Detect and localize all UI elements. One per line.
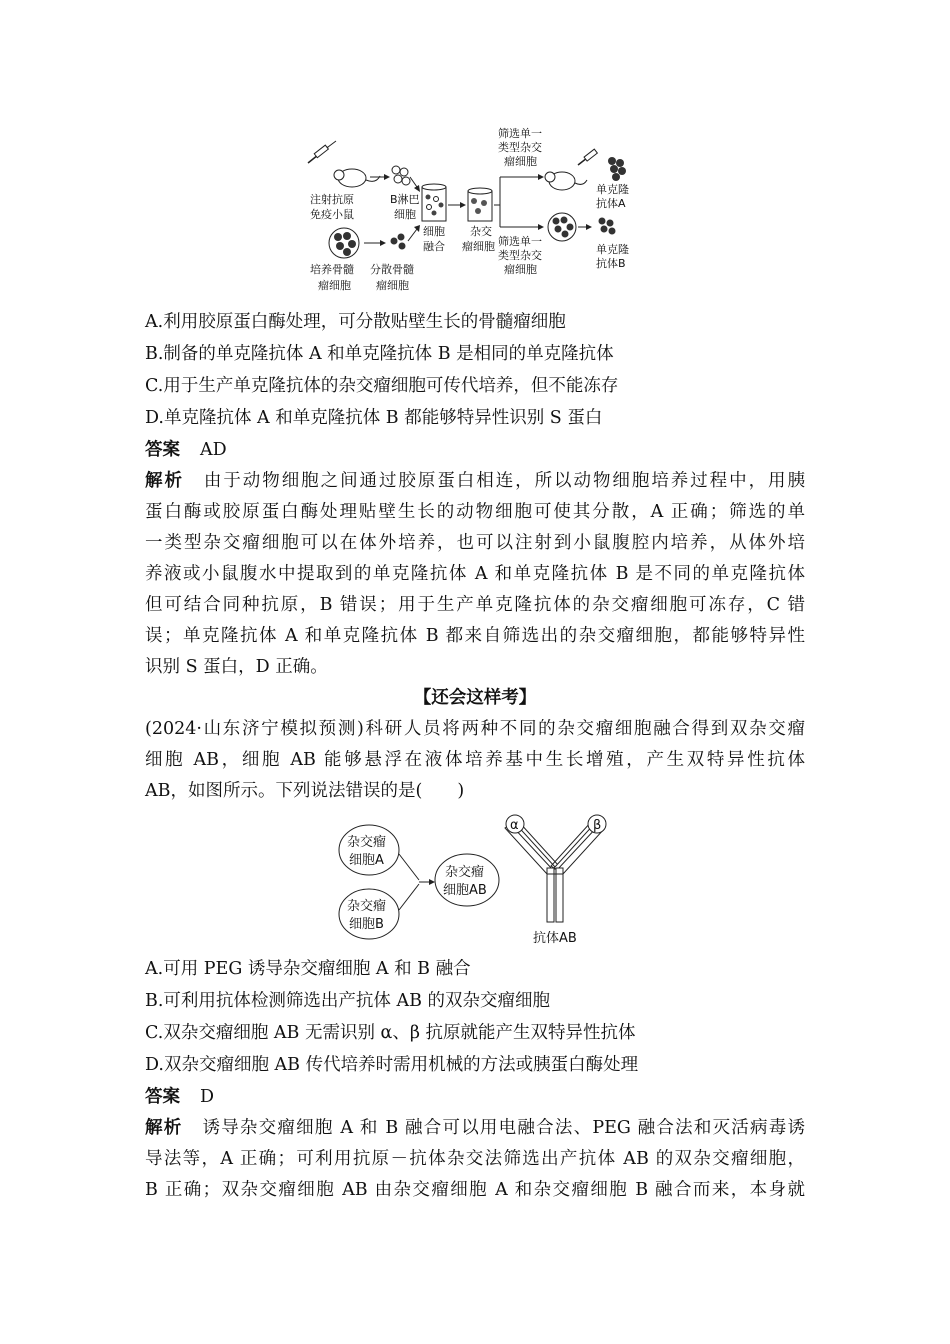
antibody-ab-label: 抗体AB [533, 931, 577, 946]
screen-top-3: 瘤细胞 [504, 155, 537, 168]
mouse-icon [334, 169, 380, 187]
q1-answer-label: 答案 [145, 440, 180, 460]
q1-analysis-line-1: 解析 由于动物细胞之间通过胶原蛋白相连，所以动物细胞培养过程中，用胰 [145, 471, 805, 491]
antibody-a-cluster-icon [608, 157, 626, 181]
q1-option-c: C.用于生产单克隆抗体的杂交瘤细胞可传代培养，但不能冻存 [145, 376, 619, 396]
q2-option-c: C.双杂交瘤细胞 AB 无需识别 α、β 抗原就能产生双特异性抗体 [145, 1023, 636, 1043]
b-label-2: 细胞 [394, 208, 416, 221]
mab-a-1: 单克隆 [596, 183, 629, 196]
culture-label-2: 瘤细胞 [318, 279, 351, 292]
cell-ab-label-1: 杂交瘤 [445, 865, 485, 880]
q2-analysis-line-2: 导法等，A 正确；可利用抗原－抗体杂交法筛选出产抗体 AB 的双杂交瘤细胞， [145, 1149, 805, 1169]
q1-analysis-line-5: 但可结合同种抗原，B 错误；用于生产单克隆抗体的杂交瘤细胞可冻存，C 错 [145, 595, 805, 615]
screen-bot-2: 类型杂交 [498, 249, 542, 262]
cell-b-label-1: 杂交瘤 [347, 899, 387, 914]
q1-analysis-line-2: 蛋白酶或胶原蛋白酶处理贴壁生长的动物细胞可使其分散，A 正确；筛选的单 [145, 502, 805, 522]
cell-a-label-2: 细胞A [349, 853, 384, 868]
q2-analysis-line-3: B 正确；双杂交瘤细胞 AB 由杂交瘤细胞 A 和杂交瘤细胞 B 融合而来，本身就 [145, 1180, 805, 1200]
q1-answer-row [145, 440, 227, 460]
q2-answer-label: 答案 [145, 1087, 180, 1107]
q2-analysis-label: 解析 [145, 1118, 183, 1138]
mouse-icon [545, 172, 587, 190]
disperse-label-2: 瘤细胞 [376, 279, 409, 292]
q1-analysis-line-4: 养液或小鼠腹水中提取到的单克隆抗体 A 和单克隆抗体 B 是不同的单克隆抗体 [145, 564, 805, 584]
section-title: 【还会这样考】 [413, 688, 537, 708]
dispersed-myeloma-icon [391, 234, 406, 250]
q2-stem-line-2: 细胞 AB，细胞 AB 能够悬浮在液体培养基中生长增殖，产生双特异性抗体 [145, 750, 805, 770]
antibody-b-cluster-icon [599, 218, 616, 235]
q1-analysis-line-6: 误；单克隆抗体 A 和单克隆抗体 B 都来自筛选出的杂交瘤细胞，都能够特异性 [145, 626, 805, 646]
b-label-1: B淋巴 [390, 193, 420, 206]
q2-option-a: A.可用 PEG 诱导杂交瘤细胞 A 和 B 融合 [145, 959, 471, 979]
screen-bot-1: 筛选单一 [498, 235, 542, 248]
q2-stem-line-1: (2024·山东济宁模拟预测)科研人员将两种不同的杂交瘤细胞融合得到双杂交瘤 [145, 719, 805, 739]
beta-label: β [593, 818, 602, 833]
q1-option-b: B.制备的单克隆抗体 A 和单克隆抗体 B 是相同的单克隆抗体 [145, 344, 614, 364]
cell-ab-ellipse [435, 854, 499, 906]
cell-b-label-2: 细胞B [349, 917, 384, 932]
b-lymphocyte-icon [392, 166, 410, 185]
cell-a-label-1: 杂交瘤 [347, 835, 387, 850]
q2-option-d: D.双杂交瘤细胞 AB 传代培养时需用机械的方法或胰蛋白酶处理 [145, 1055, 639, 1075]
syringe-icon [578, 149, 597, 165]
inject-label-1: 注射抗原 [310, 193, 354, 206]
culture-cell-cluster-icon [548, 213, 576, 241]
inject-label-2: 免疫小鼠 [310, 208, 354, 221]
mab-a-2: 抗体A [596, 197, 626, 210]
screen-top-2: 类型杂交 [498, 141, 542, 154]
fusion-beaker-icon [422, 184, 446, 221]
q2-stem-line-3: AB，如图所示。下列说法错误的是( ) [145, 781, 465, 801]
antibody-ab-icon [505, 815, 606, 922]
syringe-icon [308, 141, 336, 163]
q2-option-b: B.可利用抗体检测筛选出产抗体 AB 的双杂交瘤细胞 [145, 991, 551, 1011]
fusion-label-2: 融合 [423, 240, 445, 253]
disperse-label-1: 分散骨髓 [370, 263, 414, 276]
culture-label-1: 培养骨髓 [310, 263, 354, 276]
mab-b-1: 单克隆 [596, 243, 629, 256]
screen-bot-3: 瘤细胞 [504, 263, 537, 276]
q1-option-d: D.单克隆抗体 A 和单克隆抗体 B 都能够特异性识别 S 蛋白 [145, 408, 603, 428]
bispecific-antibody-diagram [335, 810, 625, 950]
hybrid-label-2: 瘤细胞 [462, 240, 495, 253]
q1-option-a: A.利用胶原蛋白酶处理，可分散贴壁生长的骨髓瘤细胞 [145, 312, 566, 332]
cell-ab-label-2: 细胞AB [443, 883, 487, 898]
q2-answer: D [200, 1087, 215, 1107]
q1-answer: AD [200, 440, 227, 460]
alpha-label: α [510, 818, 519, 833]
screen-top-1: 筛选单一 [498, 127, 542, 140]
q2-analysis-line-1: 解析 诱导杂交瘤细胞 A 和 B 融合可以用电融合法、PEG 融合法和灭活病毒诱 [145, 1118, 805, 1138]
q1-analysis-line-3: 一类型杂交瘤细胞可以在体外培养，也可以注射到小鼠腹腔内培养，从体外培 [145, 533, 805, 553]
fusion-label-1: 细胞 [423, 225, 445, 238]
q2-answer-row [145, 1087, 214, 1107]
myeloma-dish-icon [329, 228, 359, 258]
q1-analysis-label: 解析 [145, 471, 184, 491]
hybrid-label-1: 杂交 [470, 225, 492, 238]
mab-preparation-diagram [300, 125, 650, 295]
hybridoma-beaker-icon [468, 188, 492, 221]
mab-b-2: 抗体B [596, 257, 626, 270]
q1-analysis-line-7: 识别 S 蛋白，D 正确。 [145, 657, 328, 677]
